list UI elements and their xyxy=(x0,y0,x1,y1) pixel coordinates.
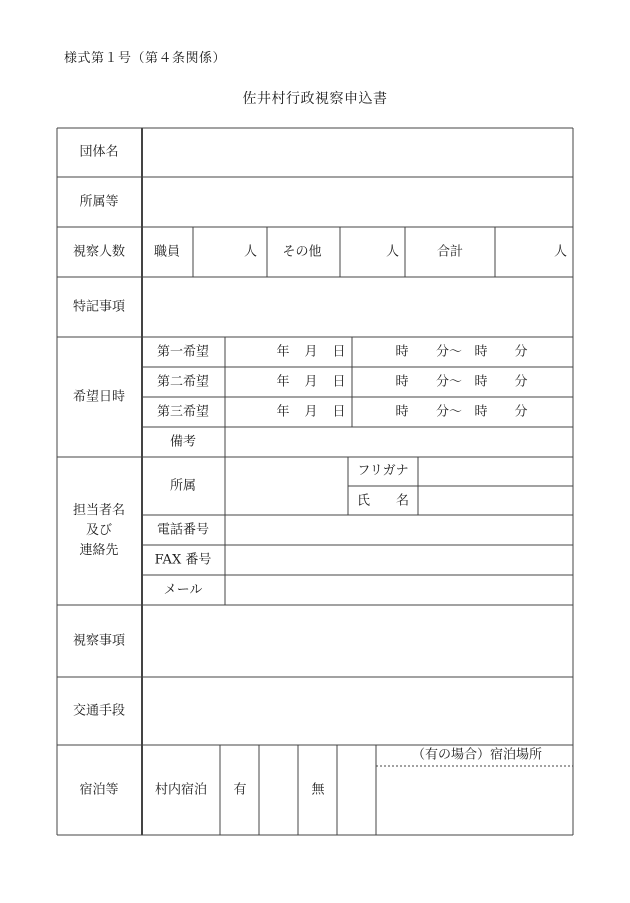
first-day: 日 xyxy=(332,344,346,360)
total-unit: 人 xyxy=(553,244,567,260)
lodging-place-field[interactable] xyxy=(377,767,572,834)
first-hour-end: 時 xyxy=(474,344,488,360)
dates-label: 希望日時 xyxy=(72,389,126,405)
remarks-label: 備考 xyxy=(169,434,197,450)
second-month: 月 xyxy=(304,374,318,390)
second-minute-end: 分 xyxy=(514,374,528,390)
first-hour: 時 xyxy=(395,344,409,360)
email-field[interactable] xyxy=(226,576,572,604)
name-field[interactable] xyxy=(419,487,572,514)
contact-label xyxy=(73,501,125,561)
furigana-field[interactable] xyxy=(419,458,572,485)
lodging-yes-label: 有 xyxy=(233,782,247,798)
first-minute-end: 分 xyxy=(514,344,528,360)
email-label: メール xyxy=(163,582,203,598)
second-day: 日 xyxy=(332,374,346,390)
first-month: 月 xyxy=(304,344,318,360)
form-title: 佐井村行政視察申込書 xyxy=(242,91,388,107)
first-choice-label: 第一希望 xyxy=(156,344,210,360)
group-name-label: 団体名 xyxy=(79,144,119,160)
third-minute-end: 分 xyxy=(514,404,528,420)
second-hour-end: 時 xyxy=(474,374,488,390)
second-minute-to: 分～ xyxy=(435,374,463,390)
affiliation-field[interactable] xyxy=(143,178,572,226)
visitors-label: 視察人数 xyxy=(72,244,126,260)
second-hour: 時 xyxy=(395,374,409,390)
other-label: その他 xyxy=(282,244,322,260)
name-label: 氏 名 xyxy=(356,493,410,509)
first-year: 年 xyxy=(276,344,290,360)
staff-label: 職員 xyxy=(153,244,181,260)
second-choice-label: 第二希望 xyxy=(156,374,210,390)
lodging-place-label: （有の場合）宿泊場所 xyxy=(411,747,543,763)
lodging-no-check[interactable] xyxy=(338,746,375,834)
inspection-field[interactable] xyxy=(143,606,572,676)
fax-label: FAX 番号 xyxy=(154,552,212,568)
third-choice-label: 第三希望 xyxy=(156,404,210,420)
third-minute-to: 分～ xyxy=(435,404,463,420)
notes-field[interactable] xyxy=(143,278,572,336)
contact-label-line2: 及び xyxy=(85,523,113,538)
notes-label: 特記事項 xyxy=(72,299,126,315)
lodging-yes-check[interactable] xyxy=(260,746,297,834)
staff-unit: 人 xyxy=(243,244,257,260)
furigana-label: フリガナ xyxy=(357,463,409,479)
lodging-no-label: 無 xyxy=(311,782,325,798)
contact-label-line1: 担当者名 xyxy=(72,503,126,518)
contact-label-line3: 連絡先 xyxy=(79,543,119,558)
phone-label: 電話番号 xyxy=(156,522,210,538)
third-day: 日 xyxy=(332,404,346,420)
second-year: 年 xyxy=(276,374,290,390)
affiliation-label: 所属等 xyxy=(79,194,119,210)
third-year: 年 xyxy=(276,404,290,420)
total-label: 合計 xyxy=(436,244,464,260)
third-hour-end: 時 xyxy=(474,404,488,420)
form-reference: 様式第１号（第４条関係） xyxy=(64,51,227,66)
transport-field[interactable] xyxy=(143,678,572,744)
third-hour: 時 xyxy=(395,404,409,420)
third-month: 月 xyxy=(304,404,318,420)
village-lodging-label: 村内宿泊 xyxy=(154,782,208,798)
department-field[interactable] xyxy=(226,458,347,514)
phone-field[interactable] xyxy=(226,516,572,544)
transport-label: 交通手段 xyxy=(72,703,126,719)
department-label: 所属 xyxy=(169,478,197,494)
lodging-label: 宿泊等 xyxy=(79,782,119,798)
first-minute-to: 分～ xyxy=(435,344,463,360)
other-unit: 人 xyxy=(385,244,399,260)
inspection-label: 視察事項 xyxy=(72,633,126,649)
group-name-field[interactable] xyxy=(143,129,572,176)
remarks-field[interactable] xyxy=(226,428,572,456)
fax-field[interactable] xyxy=(226,546,572,574)
